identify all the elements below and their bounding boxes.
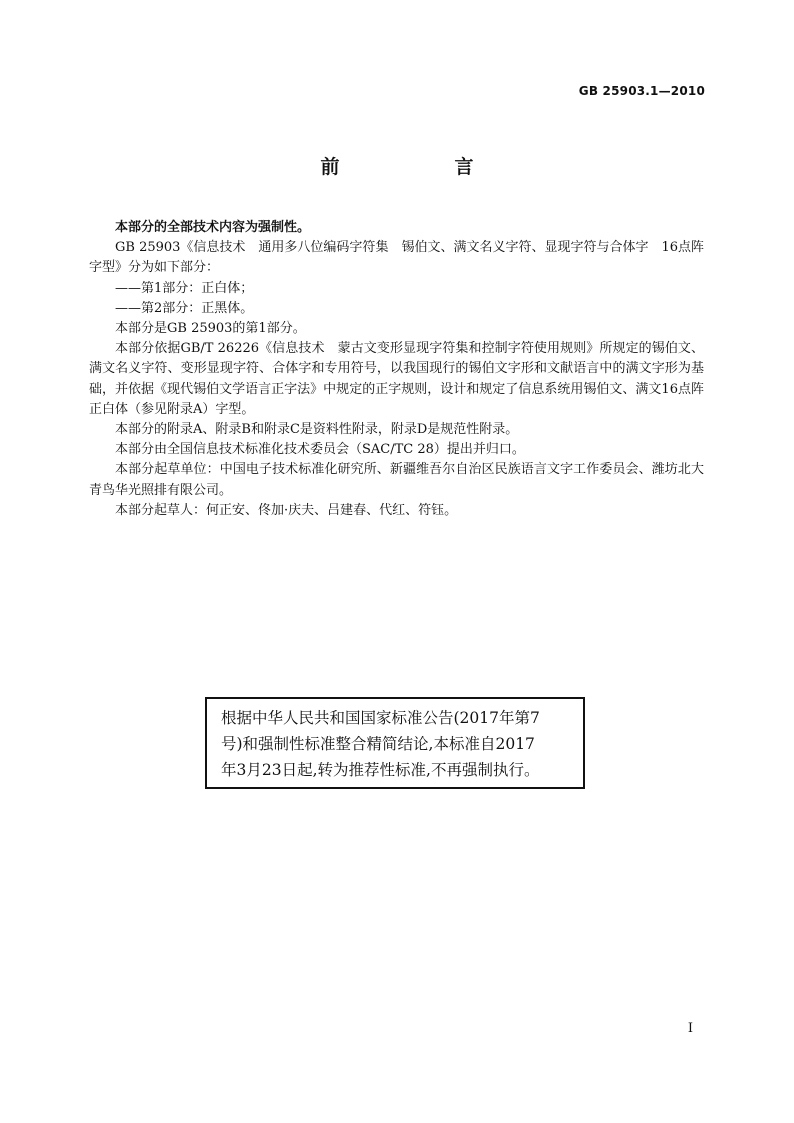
paragraph-series-description: GB 25903《信息技术 通用多八位编码字符集 锡伯文、满文名义字符、显现字符与合体字 16点阵字型》分为如下部分： xyxy=(89,240,704,276)
paragraph-part-statement: 本部分是GB 25903的第1部分。 xyxy=(115,321,306,337)
mandatory-statement: 本部分的全部技术内容为强制性。 xyxy=(115,220,311,235)
status-notice-box xyxy=(205,697,585,789)
notice-line: 年3月23日起,转为推荐性标准,不再强制执行。 xyxy=(221,761,540,779)
notice-line: 号)和强制性标准整合精简结论,本标准自2017 xyxy=(221,735,535,753)
paragraph-proposer: 本部分由全国信息技术标准化技术委员会（SAC/TC 28）提出并归口。 xyxy=(115,442,525,458)
paragraph-drafting-units: 本部分起草单位：中国电子技术标准化研究所、新疆维吾尔自治区民族语言文字工作委员会、潍坊北大青鸟华光照排有限公司。 xyxy=(89,462,704,498)
page-number: I xyxy=(687,1021,693,1036)
foreword-body xyxy=(89,218,704,521)
list-item-part-1: ——第1部分：正白体； xyxy=(115,280,254,296)
paragraph-drafters: 本部分起草人：何正安、佟加·庆夫、吕建春、代红、符钰。 xyxy=(115,502,458,518)
list-item-part-2: ——第2部分：正黑体。 xyxy=(115,300,254,316)
notice-line: 根据中华人民共和国国家标准公告(2017年第7 xyxy=(221,709,540,727)
paragraph-basis: 本部分依据GB/T 26226《信息技术 蒙古文变形显现字符集和控制字符使用规则》所规定的锡伯文、满文名义字符、变形显现字符、合体字和专用符号，以我国现行的锡伯文字形和文献语言中的满文字形为基础，并依据《现代锡伯文学语言正字法》中规定的正字规则，设计和规定了信息系统用锡伯文、满文16点阵正白体（参见附录A）字型。 xyxy=(89,341,704,417)
paragraph-annexes: 本部分的附录A、附录B和附录C是资料性附录，附录D是规范性附录。 xyxy=(115,422,519,438)
page-title: 前 言 xyxy=(320,156,522,178)
standard-number: GB 25903.1—2010 xyxy=(578,84,705,98)
